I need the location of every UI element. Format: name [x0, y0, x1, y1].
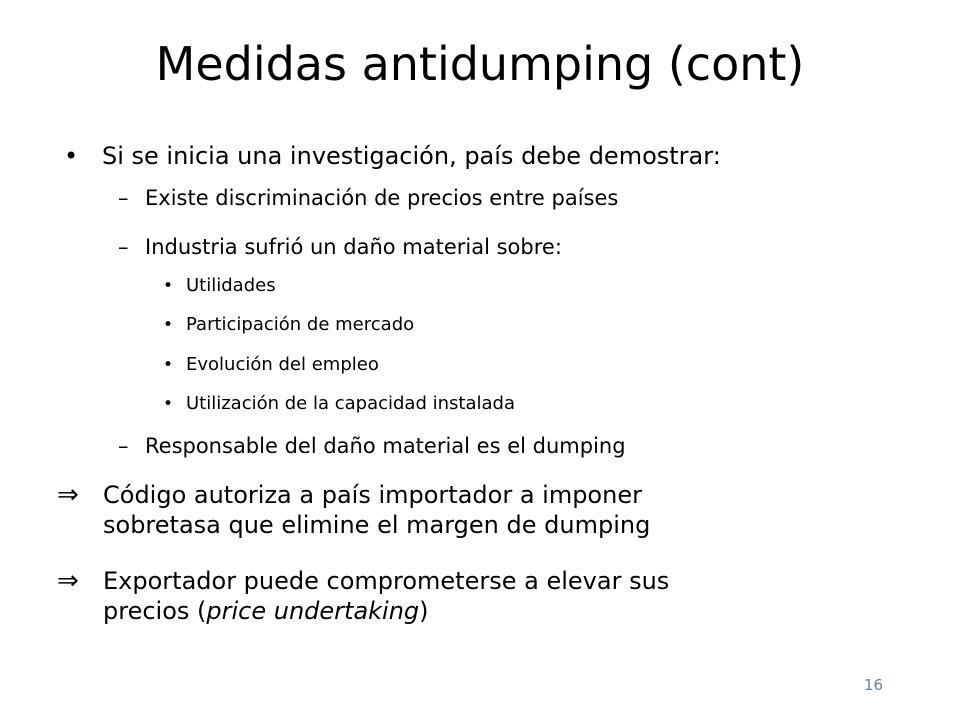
sub-item-text: Existe discriminación de precios entre países [145, 186, 619, 210]
sub-sub-item [163, 392, 515, 416]
implication-item [57, 480, 863, 540]
dash-marker: – [118, 235, 129, 259]
slide-title: Medidas antidumping (cont) [155, 37, 805, 91]
sub-sub-item [163, 274, 276, 298]
sub-item [118, 233, 562, 261]
bullet-marker: • [163, 315, 174, 335]
bullet-item [64, 141, 721, 171]
sub-sub-item-text: Utilidades [186, 275, 276, 296]
sub-item-text: Responsable del daño material es el dumping [145, 434, 626, 458]
sub-sub-item-text: Evolución del empleo [186, 354, 379, 375]
bullet-text: Si se inicia una investigación, país debe demostrar: [102, 142, 721, 170]
implication-italic-text: price undertaking [206, 597, 420, 625]
sub-sub-item-text: Participación de mercado [186, 314, 415, 335]
sub-sub-item [163, 313, 415, 337]
sub-item [118, 432, 626, 460]
bullet-marker: • [163, 355, 174, 375]
implication-text-line: Código autoriza a país importador a imponer [103, 481, 642, 509]
bullet-marker: • [163, 276, 174, 296]
slide-number: 16 [864, 676, 884, 694]
sub-item [118, 184, 619, 212]
bullet-marker: • [163, 394, 174, 414]
bullet-marker: • [64, 142, 79, 170]
implication-text-line [103, 596, 863, 626]
implication-text-line: Exportador puede comprometerse a elevar sus [103, 567, 670, 595]
implication-text: ) [419, 597, 429, 625]
sub-sub-item [163, 353, 379, 377]
implies-arrow-icon: ⇒ [57, 566, 79, 596]
implication-text: precios ( [103, 597, 207, 625]
sub-item-text: Industria sufrió un daño material sobre: [145, 235, 562, 259]
implies-arrow-icon: ⇒ [57, 480, 79, 510]
implication-text-line: sobretasa que elimine el margen de dumping [103, 511, 651, 539]
implication-item [57, 566, 863, 626]
dash-marker: – [118, 186, 129, 210]
sub-sub-item-text: Utilización de la capacidad instalada [186, 393, 515, 414]
dash-marker: – [118, 434, 129, 458]
